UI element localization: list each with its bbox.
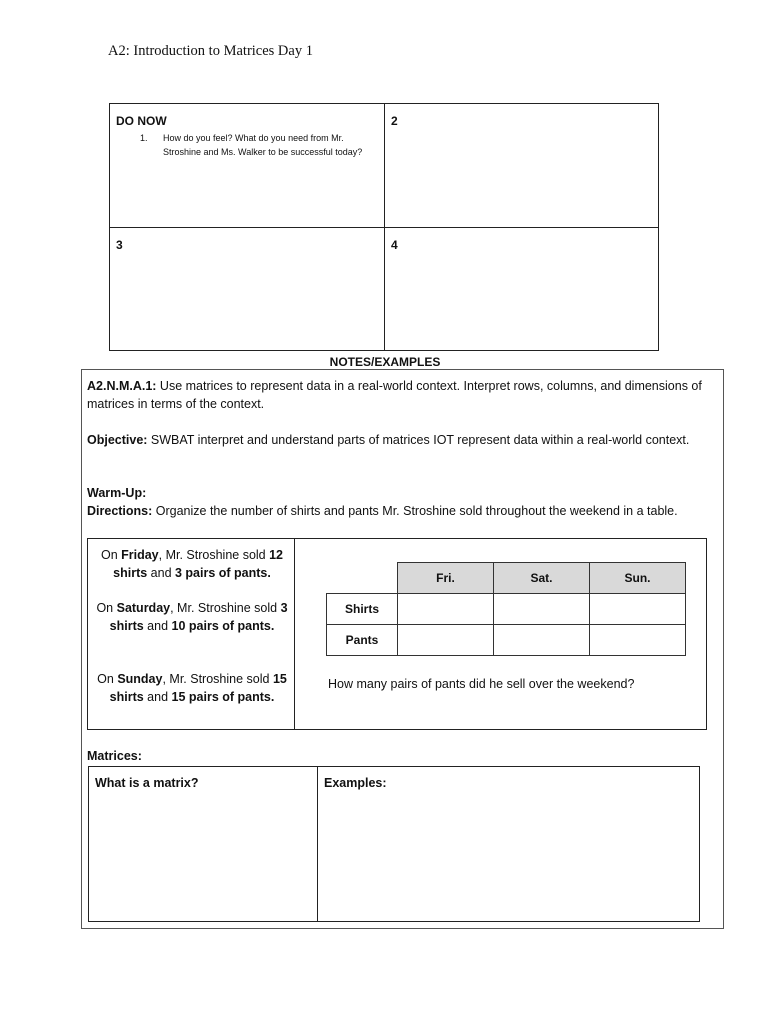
standard-label: A2.N.M.A.1: <box>87 379 157 393</box>
cell-3 <box>110 228 385 350</box>
table-row <box>327 594 686 625</box>
do-now-label: DO NOW <box>116 114 167 128</box>
warmup-heading <box>87 484 719 502</box>
question-text: How do you feel? What do you need from Mr. Stroshine and Ms. Walker to be successful today? <box>163 133 363 157</box>
warmup-label: Warm-Up: <box>87 486 147 500</box>
cell-2 <box>385 104 659 228</box>
matrices-heading: Matrices: <box>87 749 142 763</box>
answer-cell[interactable] <box>590 625 686 656</box>
warmup-statements <box>88 539 295 729</box>
page-title: A2: Introduction to Matrices Day 1 <box>108 43 313 59</box>
standard-text: Use matrices to represent data in a real-world context. Interpret rows, columns, and dimensions of matrices in terms of the context. <box>87 379 702 411</box>
row-header: Pants <box>327 625 398 656</box>
what-is-matrix-label: What is a matrix? <box>95 776 199 790</box>
column-header: Fri. <box>398 563 494 594</box>
column-header: Sat. <box>494 563 590 594</box>
row-header: Shirts <box>327 594 398 625</box>
sales-table <box>326 562 686 656</box>
question-number: 1. <box>140 133 148 143</box>
matrices-box <box>88 766 700 922</box>
notes-heading: NOTES/EXAMPLES <box>329 355 441 369</box>
saturday-statement: On Saturday, Mr. Stroshine sold 3 shirts and 10 pairs of pants. <box>96 601 288 633</box>
table-row <box>327 625 686 656</box>
directions-label: Directions: <box>87 504 153 518</box>
answer-cell[interactable] <box>494 594 590 625</box>
table-corner <box>327 563 398 594</box>
do-now-cell <box>110 104 385 228</box>
answer-cell[interactable] <box>398 594 494 625</box>
directions-text: Organize the number of shirts and pants Mr. Stroshine sold throughout the weekend in a table. <box>152 504 678 518</box>
directions-paragraph <box>87 502 719 520</box>
warmup-question: How many pairs of pants did he sell over the weekend? <box>328 677 635 691</box>
cell-3-label: 3 <box>116 238 123 252</box>
what-is-matrix-cell[interactable] <box>89 767 318 921</box>
objective-text: SWBAT interpret and understand parts of matrices IOT represent data within a real-world context. <box>147 433 690 447</box>
do-now-grid <box>109 103 659 351</box>
standard-paragraph <box>87 377 719 413</box>
cell-2-label: 2 <box>391 114 398 128</box>
answer-cell[interactable] <box>494 625 590 656</box>
cell-4 <box>385 228 659 350</box>
cell-4-label: 4 <box>391 238 398 252</box>
answer-cell[interactable] <box>398 625 494 656</box>
column-header: Sun. <box>590 563 686 594</box>
friday-statement: On Friday, Mr. Stroshine sold 12 shirts and 3 pairs of pants. <box>100 548 284 580</box>
examples-label: Examples: <box>324 776 387 790</box>
answer-cell[interactable] <box>590 594 686 625</box>
objective-paragraph <box>87 431 719 449</box>
do-now-question <box>140 131 375 159</box>
sunday-statement: On Sunday, Mr. Stroshine sold 15 shirts and 15 pairs of pants. <box>97 672 287 704</box>
objective-label: Objective: <box>87 433 148 447</box>
